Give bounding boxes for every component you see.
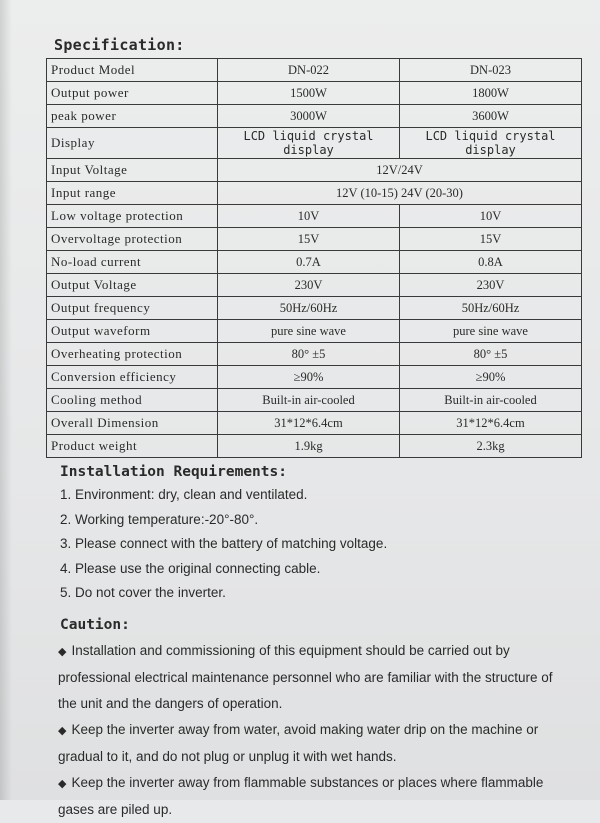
row-label: Product weight [47, 435, 218, 458]
caution-title: Caution: [60, 617, 130, 633]
diamond-bullet-icon: ◆ [58, 725, 67, 737]
row-label: Output frequency [47, 297, 218, 320]
model-a-value: 80° ±5 [218, 343, 400, 366]
model-a-value: 3000W [218, 105, 400, 128]
table-row [47, 412, 582, 435]
model-a-value: LCD liquid crystal display [218, 128, 400, 159]
specification-table [46, 58, 582, 458]
table-row [47, 343, 582, 366]
model-a-value: 10V [218, 205, 400, 228]
caution-text: Installation and commissioning of this equipment should be carried out by professional electrical maintenance personnel who are familiar with the structure of the unit and the dangers of operation. [58, 643, 553, 711]
row-label: Low voltage protection [47, 205, 218, 228]
specification-title: Specification: [54, 36, 185, 54]
table-row [47, 320, 582, 343]
model-a-value: Built-in air-cooled [218, 389, 400, 412]
shared-value: 12V (10-15) 24V (20-30) [218, 182, 582, 205]
model-a-value: ≥90% [218, 366, 400, 389]
installation-title: Installation Requirements: [60, 464, 287, 480]
list-item: 3. Please connect with the battery of matching voltage. [60, 536, 388, 551]
model-b-value: 3600W [400, 105, 582, 128]
model-a-value: pure sine wave [218, 320, 400, 343]
table-row [47, 205, 582, 228]
caution-list [58, 638, 558, 823]
model-a-value: 50Hz/60Hz [218, 297, 400, 320]
page-edge-shadow [0, 0, 12, 800]
header-label: Product Model [47, 59, 218, 82]
model-a-value: 31*12*6.4cm [218, 412, 400, 435]
table-row [47, 435, 582, 458]
table-row [47, 228, 582, 251]
list-item: 5. Do not cover the inverter. [60, 585, 226, 600]
model-b-value: 1800W [400, 82, 582, 105]
table-header-row [47, 59, 582, 82]
model-b-value: 31*12*6.4cm [400, 412, 582, 435]
row-label: Overvoltage protection [47, 228, 218, 251]
row-label: Display [47, 128, 218, 159]
list-item: 2. Working temperature:-20°-80°. [60, 511, 259, 527]
installation-list [60, 486, 387, 609]
table-row [47, 251, 582, 274]
model-b-value: ≥90% [400, 366, 582, 389]
table-row [47, 297, 582, 320]
list-item: 4. Please use the original connecting cable. [60, 560, 321, 576]
model-a-value: 230V [218, 274, 400, 297]
model-b-value: 2.3kg [400, 435, 582, 458]
table-row [47, 366, 582, 389]
model-b-value: 230V [400, 274, 582, 297]
row-label: Input range [47, 182, 218, 205]
table-row [47, 159, 582, 182]
row-label: peak power [47, 105, 218, 128]
table-row [47, 128, 582, 159]
shared-value: 12V/24V [218, 159, 582, 182]
row-label: Output Voltage [47, 274, 218, 297]
model-a-value: 1500W [218, 82, 400, 105]
list-item [58, 770, 558, 823]
table-row [47, 82, 582, 105]
row-label: Output power [47, 82, 218, 105]
list-item [58, 638, 558, 717]
row-label: Cooling method [47, 389, 218, 412]
model-b-value: 80° ±5 [400, 343, 582, 366]
model-b-value: pure sine wave [400, 320, 582, 343]
header-model-a: DN-022 [218, 59, 400, 82]
row-label: Overheating protection [47, 343, 218, 366]
header-model-b: DN-023 [400, 59, 582, 82]
model-a-value: 0.7A [218, 251, 400, 274]
row-label: Conversion efficiency [47, 366, 218, 389]
table-row [47, 182, 582, 205]
list-item [58, 717, 558, 770]
model-a-value: 1.9kg [218, 435, 400, 458]
table-row [47, 389, 582, 412]
row-label: Output waveform [47, 320, 218, 343]
caution-text: Keep the inverter away from water, avoid making water drip on the machine or gradual to it, and do not plug or unplug it with wet hands. [58, 722, 539, 764]
model-b-value: 50Hz/60Hz [400, 297, 582, 320]
diamond-bullet-icon: ◆ [58, 778, 67, 790]
model-a-value: 15V [218, 228, 400, 251]
model-b-value: LCD liquid crystal display [400, 128, 582, 159]
row-label: No-load current [47, 251, 218, 274]
row-label: Overall Dimension [47, 412, 218, 435]
model-b-value: 10V [400, 205, 582, 228]
model-b-value: Built-in air-cooled [400, 389, 582, 412]
list-item: 1. Environment: dry, clean and ventilated. [60, 487, 308, 502]
row-label: Input Voltage [47, 159, 218, 182]
caution-text: Keep the inverter away from flammable substances or places where flammable gases are piled up. [58, 775, 544, 817]
table-row [47, 274, 582, 297]
table-row [47, 105, 582, 128]
diamond-bullet-icon: ◆ [58, 646, 67, 658]
model-b-value: 0.8A [400, 251, 582, 274]
model-b-value: 15V [400, 228, 582, 251]
